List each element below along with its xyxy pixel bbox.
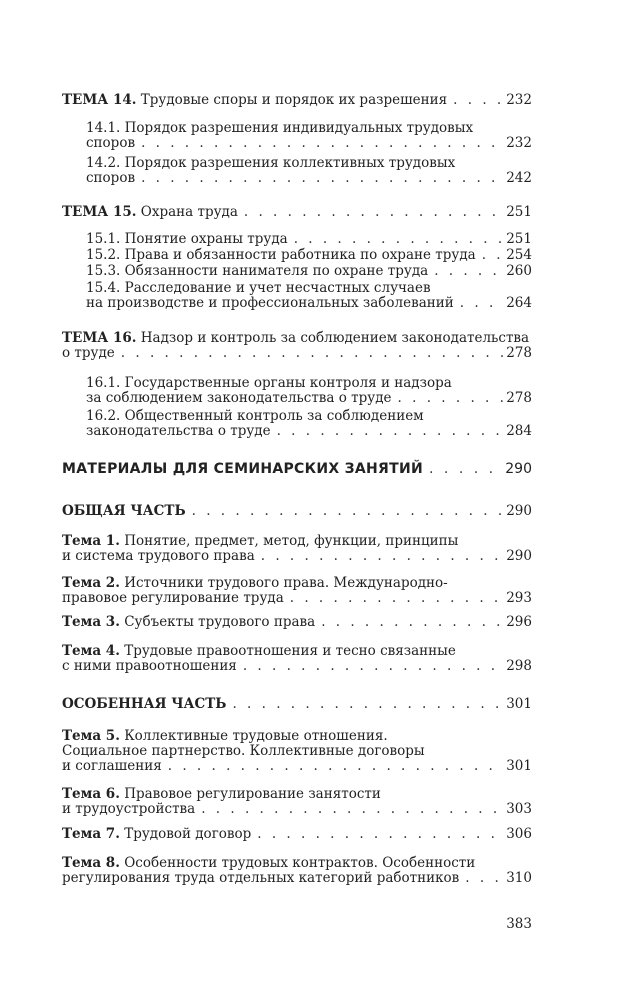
entry-title: Трудовые споры и порядок их разрешения [140, 92, 448, 108]
entry-title: 16.2. Общественный контроль за соблюдением [86, 408, 424, 424]
entry-page: 251 [506, 231, 532, 247]
toc-entry-seminar-1[interactable] [62, 534, 532, 564]
entry-title-cont: на производстве и профессиональных заболеваний [86, 295, 454, 311]
entry-title: 14.2. Порядок разрешения коллективных трудовых [86, 155, 456, 171]
toc-entry-seminar-5[interactable] [62, 729, 532, 774]
toc-entry-15-3[interactable] [86, 264, 532, 279]
entry-title-cont: и трудоустройства [62, 801, 196, 817]
entry-page: 298 [506, 658, 532, 674]
entry-title: 16.1. Государственные органы контроля и надзора [86, 375, 452, 391]
section-title: ОСОБЕННАЯ ЧАСТЬ [62, 696, 227, 712]
entry-title: 15.4. Расследование и учет несчастных случаев [86, 280, 431, 296]
toc-entry-16-2[interactable] [86, 409, 532, 439]
section-title: МАТЕРИАЛЫ ДЛЯ СЕМИНАРСКИХ ЗАНЯТИЙ [62, 461, 424, 477]
entry-title-cont: и соглашения [62, 758, 162, 774]
entry-prefix: Тема 2. [62, 575, 120, 591]
toc-entry-seminar-8[interactable] [62, 856, 532, 886]
entry-prefix: Тема 1. [62, 533, 120, 549]
entry-page: 251 [506, 204, 532, 220]
toc-entry-seminar-6[interactable] [62, 787, 532, 817]
entry-title: Охрана труда [140, 204, 238, 220]
entry-page: 301 [506, 758, 532, 774]
entry-title: 15.1. Понятие охраны труда [86, 231, 288, 247]
toc-entry-15-1[interactable] [86, 232, 532, 247]
entry-prefix: Тема 8. [62, 855, 120, 871]
entry-title: 14.1. Порядок разрешения индивидуальных трудовых [86, 120, 474, 136]
toc-section-special-part[interactable] [62, 697, 532, 712]
toc-entry-topic-14[interactable] [62, 93, 532, 108]
entry-prefix: Тема 3. [62, 614, 120, 630]
entry-title: Коллективные трудовые отношения. [124, 728, 388, 744]
entry-page: 232 [506, 135, 532, 151]
entry-title: Надзор и контроль за соблюдением законодательства [140, 330, 530, 346]
entry-page: 293 [506, 590, 532, 606]
toc-entry-15-2[interactable] [86, 248, 532, 263]
entry-page: 306 [506, 826, 532, 842]
entry-page: 296 [506, 614, 532, 630]
entry-page: 278 [506, 345, 532, 361]
toc-entry-seminar-4[interactable] [62, 644, 532, 674]
toc-entry-seminar-2[interactable] [62, 576, 532, 606]
entry-page: 284 [506, 423, 532, 439]
entry-title: Понятие, предмет, метод, функции, принципы [124, 533, 459, 549]
entry-page: 254 [506, 247, 532, 263]
toc-entry-seminar-7[interactable] [62, 827, 532, 842]
entry-prefix: ТЕМА 14. [62, 92, 137, 108]
toc-entry-topic-15[interactable] [62, 205, 532, 220]
toc-section-seminar-materials[interactable] [62, 462, 532, 477]
entry-prefix: ТЕМА 15. [62, 204, 137, 220]
entry-title-cont: законодательства о труде [86, 423, 271, 439]
toc-entry-14-2[interactable] [86, 156, 532, 186]
entry-page: 260 [506, 263, 532, 279]
toc-entry-15-4[interactable] [86, 281, 532, 311]
toc-section-general-part[interactable] [62, 504, 532, 519]
entry-page: 301 [506, 696, 532, 712]
entry-title-cont: Социальное партнерство. Коллективные договоры [62, 743, 425, 759]
entry-page: 278 [506, 390, 532, 406]
entry-page: 290 [506, 503, 532, 519]
page-number: 383 [506, 916, 532, 932]
entry-prefix: ТЕМА 16. [62, 330, 137, 346]
entry-title: Источники трудового права. Международно- [124, 575, 448, 591]
entry-page: 242 [506, 170, 532, 186]
entry-prefix: Тема 5. [62, 728, 120, 744]
entry-title-cont: споров [86, 170, 136, 186]
entry-title: Трудовой договор [124, 826, 252, 842]
entry-prefix: Тема 7. [62, 826, 120, 842]
entry-page: 290 [506, 548, 532, 564]
toc-entry-16-1[interactable] [86, 376, 532, 406]
entry-page: 303 [506, 801, 532, 817]
entry-title: Правовое регулирование занятости [124, 786, 381, 802]
entry-title: Особенности трудовых контрактов. Особенности [124, 855, 476, 871]
entry-title: Субъекты трудового права [124, 614, 316, 630]
entry-page: 310 [506, 870, 532, 886]
entry-page: 232 [506, 92, 532, 108]
entry-title: Трудовые правоотношения и тесно связанные [124, 643, 456, 659]
entry-title: 15.3. Обязанности нанимателя по охране труда [86, 263, 429, 279]
entry-title: 15.2. Права и обязанности работника по охране труда [86, 247, 476, 263]
entry-prefix: Тема 4. [62, 643, 120, 659]
entry-title-cont: за соблюдением законодательства о труде [86, 390, 392, 406]
section-title: ОБЩАЯ ЧАСТЬ [62, 503, 186, 519]
toc-entry-seminar-3[interactable] [62, 615, 532, 630]
entry-title-cont: и система трудового права [62, 548, 255, 564]
toc-entry-14-1[interactable] [86, 121, 532, 151]
entry-title-cont: с ними правоотношения [62, 658, 237, 674]
entry-page: 290 [505, 461, 532, 477]
entry-title-cont: о труде [62, 345, 115, 361]
entry-prefix: Тема 6. [62, 786, 120, 802]
entry-title-cont: правовое регулирование труда [62, 590, 284, 606]
toc-entry-topic-16[interactable] [62, 331, 532, 361]
entry-page: 264 [506, 295, 532, 311]
entry-title-cont: споров [86, 135, 136, 151]
entry-title-cont: регулирования труда отдельных категорий работников [62, 870, 460, 886]
